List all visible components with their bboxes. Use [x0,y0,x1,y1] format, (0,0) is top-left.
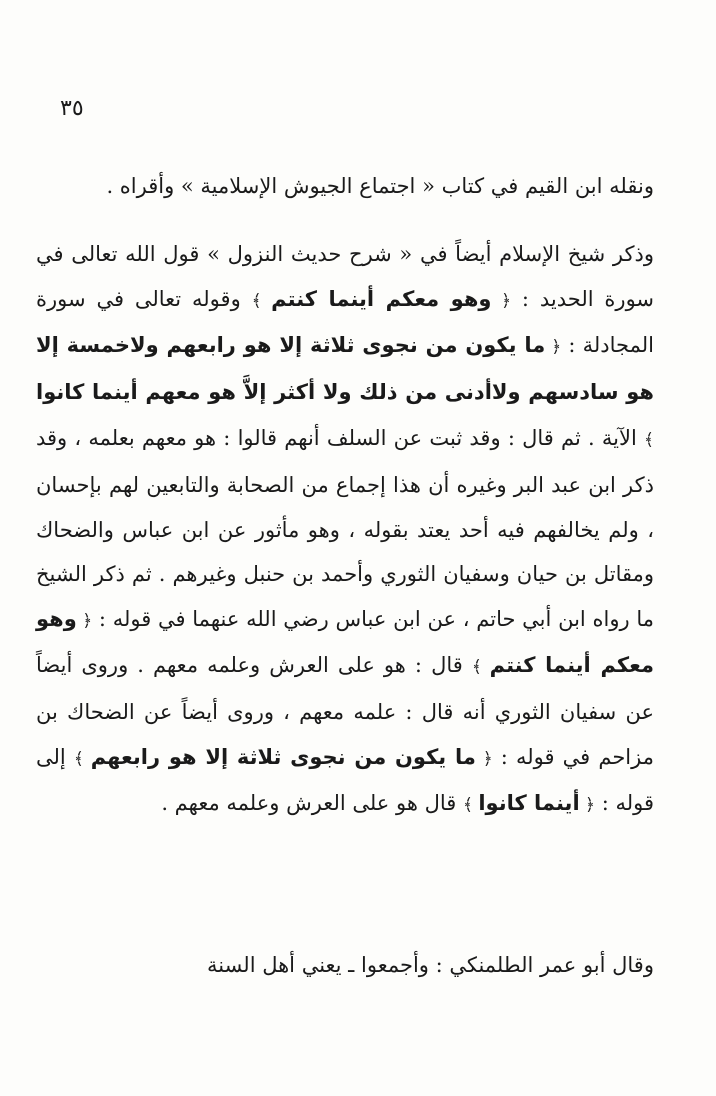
ornate-bracket: ﴾ [462,795,479,816]
ornate-bracket: ﴾ [73,748,91,769]
body-text: قال هو على العرش وعلمه معهم . [161,791,463,816]
ornate-bracket: ﴿ [475,748,493,769]
ornate-bracket: ﴿ [76,610,93,631]
body-text: قال : هو على العرش وعلمه معهم . وروى أيضاً عن سفيان الثوري أنه قال : علمه معهم ، وروى أيضاً عن الضحاك بن مزاحم في قوله : [36,653,654,769]
ornate-bracket: ﴾ [644,430,654,451]
ornate-bracket: ﴾ [471,657,490,678]
quran-verse: وهو معكم أينما كنتم [271,286,492,311]
body-text: وقوله تعالى في سورة المجادلة : [36,286,654,358]
body-text: إلى قوله : [36,744,654,816]
body-text: وذكر شيخ الإسلام أيضاً في « شرح حديث النزول » قول الله تعالى في سورة الحديد : [36,242,655,311]
quran-verse: أينما كانوا [478,791,580,816]
page-number: ٣٥ [60,96,84,121]
ornate-bracket: ﴾ [251,290,272,311]
paragraph-2 [36,232,654,828]
quran-verse: ما يكون من نجوى ثلاثة إلا هو رابعهم ولاخمسة إلا هو سادسهم ولاأدنى من ذلك ولا أكثر إلاَّ هو معهم أينما كانوا [36,333,654,404]
quran-verse: ما يكون من نجوى ثلاثة إلا هو رابعهم [90,744,476,769]
paragraph-1: ونقله ابن القيم في كتاب « اجتماع الجيوش الإسلامية » وأقراه . [106,174,654,198]
quran-verse: وهو معكم أينما كنتم [36,606,654,678]
ornate-bracket: ﴿ [579,795,596,816]
body-text: الآية . ثم قال : وقد ثبت عن السلف أنهم قالوا : هو معهم بعلمه ، وقد ذكر ابن عبد البر وغيره أن هذا إجماع من الصحابة والتابعين لهم بإحسان ، ولم يخالفهم فيه أحد يعتد بقوله ، وهو مأثور عن ابن عباس والضحاك ومقاتل بن حيان وسفيان الثوري وأحمد بن حنبل وغيرهم . ثم ذكر الشيخ ما رواه ابن أبي حاتم ، عن ابن عباس رضي الله عنهما في قوله : [36,426,654,631]
paragraph-3: وقال أبو عمر الطلمنكي : وأجمعوا ـ يعني أهل السنة [206,953,654,977]
ornate-bracket: ﴿ [491,290,512,311]
ornate-bracket: ﴿ [545,337,562,358]
